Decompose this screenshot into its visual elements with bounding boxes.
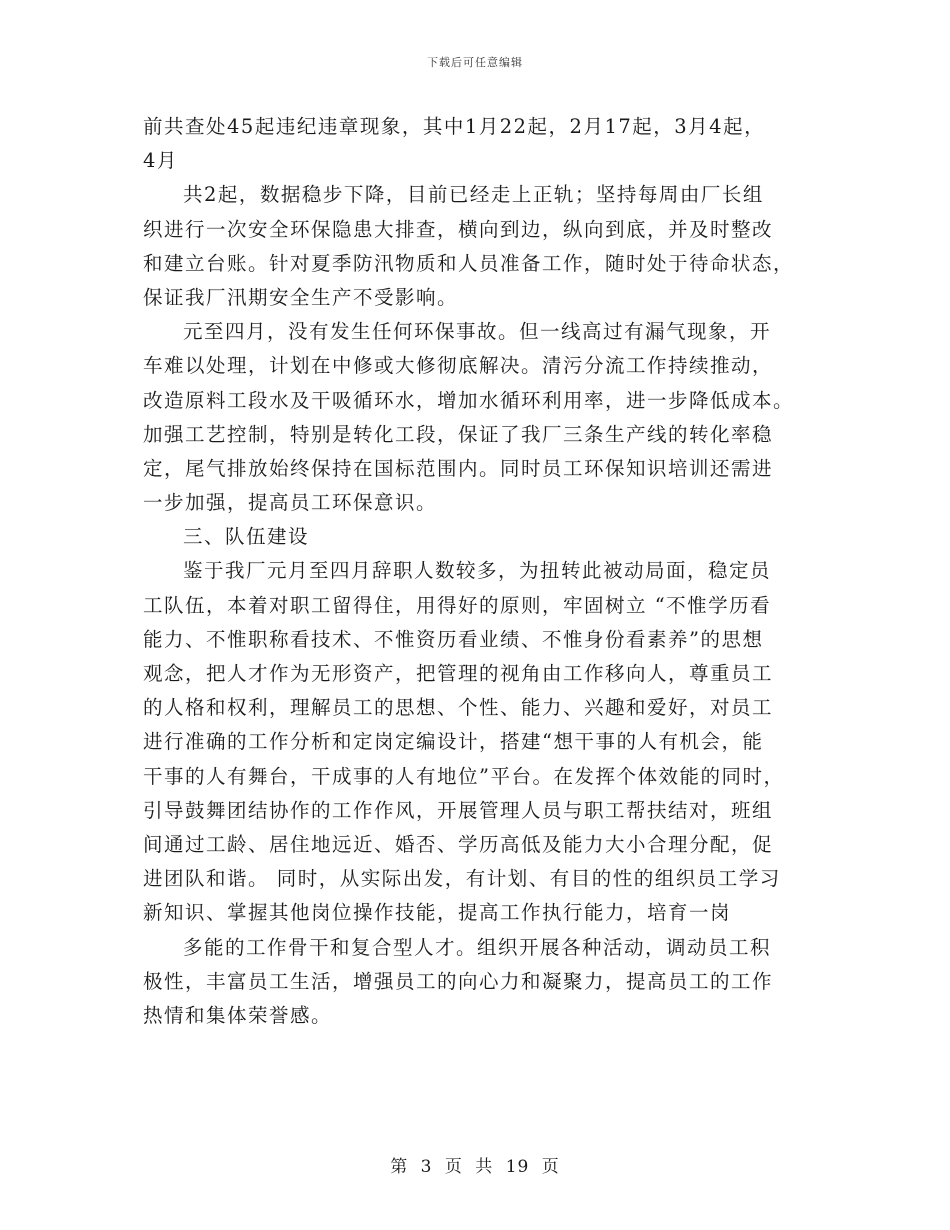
text-line: 间通过工龄、居住地远近、婚否、学历高低及能力大小合理分配，促 xyxy=(143,832,774,856)
text-line: 鉴于我厂元月至四月辞职人数较多，为扭转此被动局面，稳定员 xyxy=(183,559,772,583)
text-line: 热情和集体荣誉感。 xyxy=(143,1003,333,1027)
text-line: 共2起，数据稳步下降，目前已经走上正轨；坚持每周由厂长组 xyxy=(183,183,764,207)
text-line: 观念，把人才作为无形资产，把管理的视角由工作移向人，尊重员工 xyxy=(143,662,774,685)
text-line: 加强工艺控制，特别是转化工段，保证了我厂三条生产线的转化率稳 xyxy=(143,422,774,446)
text-line: 极性，丰富员工生活，增强员工的向心力和凝聚力，提高员工的工作 xyxy=(143,969,774,993)
total-page-count: 19 xyxy=(505,1157,530,1177)
section-heading: 三、队伍建设 xyxy=(183,525,310,549)
text-line: 车难以处理，计划在中修或大修彻底解决。清污分流工作持续推动， xyxy=(143,354,774,378)
text-line: 定，尾气排放始终保持在国标范围内。同时员工环保知识培训还需进 xyxy=(143,456,774,480)
text-line: 保证我厂汛期安全生产不受影响。 xyxy=(143,285,459,309)
text-line: 新知识、掌握其他岗位操作技能，提高工作执行能力，培育一岗 xyxy=(143,901,732,925)
footer-total-word: 共 xyxy=(475,1157,494,1177)
text-line: 一步加强，提高员工环保意识。 xyxy=(143,491,438,515)
footer-prefix: 第 xyxy=(390,1157,409,1177)
text-line: 能力、不惟职称看技术、不惟资历看业绩、不惟身份看素养”的思想 xyxy=(143,627,764,651)
text-line: 的人格和权利，理解员工的思想、个性、能力、兴趣和爱好，对员工 xyxy=(143,696,774,720)
current-page-number: 3 xyxy=(420,1157,433,1177)
text-line: 改造原料工段水及干吸循环水，增加水循环利用率，进一步降低成本。 xyxy=(143,388,795,412)
text-line: 工队伍，本着对职工留得住，用得好的原则，牢固树立 “不惟学历看 xyxy=(143,593,772,617)
text-line: 元至四月，没有发生任何环保事故。但一线高过有漏气现象，开 xyxy=(183,320,772,344)
footer-page-word: 页 xyxy=(444,1157,463,1177)
text-line: 织进行一次安全环保隐患大排查，横向到边，纵向到底，并及时整改 xyxy=(143,217,774,241)
text-line: 4月 xyxy=(143,149,178,173)
text-line: 进行准确的工作分析和定岗定编设计，搭建“想干事的人有机会，能 xyxy=(143,730,764,754)
text-line: 进团队和谐。 同时，从实际出发，有计划、有目的性的组织员工学习 xyxy=(143,867,781,891)
text-line: 前共查处45起违纪违章现象，其中1月22起，2月17起，3月4起， xyxy=(143,115,766,138)
text-line: 干事的人有舞台，干成事的人有地位”平台。在发挥个体效能的同时， xyxy=(143,764,785,788)
page-number-footer xyxy=(0,1152,950,1177)
text-line: 和建立台账。针对夏季防汛物质和人员准备工作，随时处于待命状态， xyxy=(143,251,795,275)
text-line: 引导鼓舞团结协作的工作作风，开展管理人员与职工帮扶结对，班组 xyxy=(143,798,774,822)
document-body xyxy=(143,110,823,1033)
page-header-note: 下载后可任意编辑 xyxy=(427,56,523,69)
footer-suffix: 页 xyxy=(541,1157,560,1177)
text-line: 多能的工作骨干和复合型人才。组织开展各种活动，调动员工积 xyxy=(183,935,772,959)
